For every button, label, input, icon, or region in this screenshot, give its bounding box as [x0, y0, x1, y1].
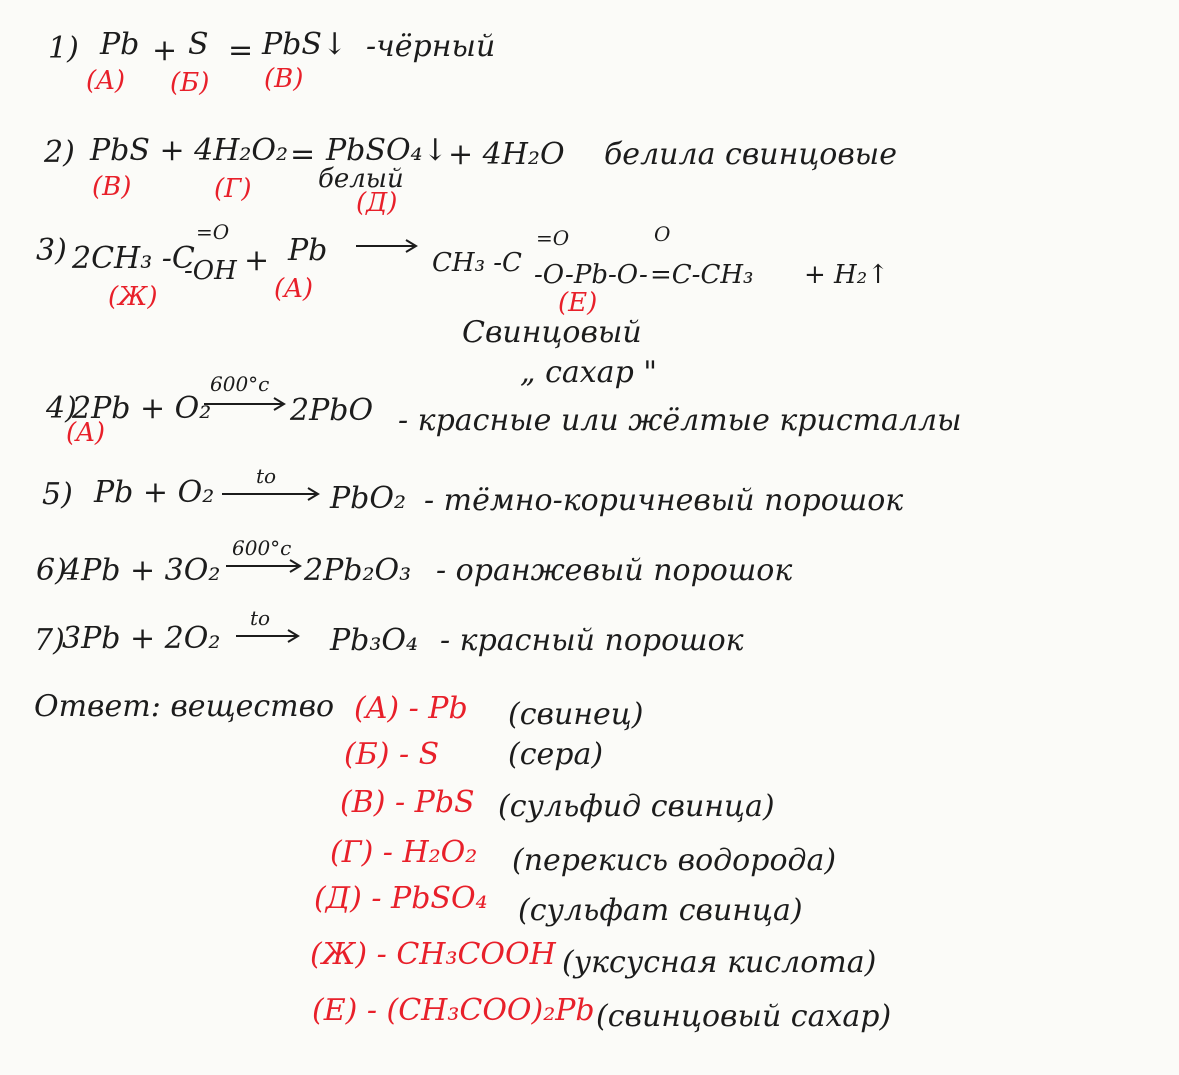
eq2-pbso4: PbSO₄↓	[326, 133, 448, 168]
eq1-plus: +	[152, 33, 178, 68]
answer-code-g: (Г) - H₂O₂	[330, 835, 478, 870]
eq5-note: - тёмно-коричневый порошок	[424, 483, 904, 518]
eq7-note: - красный порошок	[440, 623, 744, 658]
eq3-plus: +	[244, 243, 270, 278]
eq3-number: 3)	[36, 233, 67, 268]
eq3-h2: + H₂↑	[804, 260, 889, 290]
eq1-label-v: (B)	[264, 64, 304, 94]
answer-name-zh: (уксусная кислота)	[562, 945, 877, 980]
eq5-rhs: PbO₂	[330, 481, 407, 516]
eq4-arrow	[204, 394, 286, 414]
eq3-label-zh: (Ж)	[108, 282, 158, 312]
eq6-rhs: 2Pb₂O₃	[304, 553, 412, 588]
eq1-number: 1)	[48, 31, 79, 66]
answer-code-b: (Б) - S	[344, 737, 440, 772]
eq6-arrow	[226, 556, 302, 576]
eq2-lhs: PbS + 4H₂O₂	[90, 133, 289, 168]
eq7-condition: to	[250, 606, 271, 630]
eq2-rhs: + 4H₂O	[448, 137, 565, 172]
eq1-pbs: PbS↓	[262, 27, 348, 62]
answer-code-zh: (Ж) - CH₃COOH	[310, 937, 556, 972]
answer-code-e: (Е) - (CH₃COO)₂Pb	[312, 993, 595, 1028]
eq6-note: - оранжевый порошок	[436, 553, 793, 588]
eq4-lhs: 2Pb + O₂	[72, 391, 212, 426]
eq4-rhs: 2PbO	[290, 393, 374, 428]
answer-name-g: (перекись водорода)	[512, 843, 837, 878]
eq5-condition: to	[256, 464, 277, 488]
eq6-number: 6)	[36, 553, 67, 588]
eq1-equals: =	[228, 33, 254, 68]
answer-heading: Ответ: вещество	[34, 689, 335, 724]
eq3-name-line2: „ сахар "	[520, 355, 658, 390]
eq4-label-a: (A)	[66, 418, 106, 448]
eq3-label-e: (Е)	[558, 288, 598, 318]
eq4-condition: 600°c	[210, 372, 270, 396]
eq3-acid-oh: -OH	[184, 256, 237, 286]
eq3-acid: 2CH₃ -C	[72, 241, 195, 276]
answer-name-b: (сера)	[508, 737, 604, 772]
eq2-sub: белый	[318, 164, 404, 194]
eq3-label-a: (A)	[274, 274, 314, 304]
answer-name-e: (свинцовый сахар)	[596, 999, 892, 1034]
answer-name-d: (сульфат свинца)	[518, 893, 803, 928]
eq5-lhs: Pb + O₂	[94, 475, 215, 510]
eq2-label-v: (B)	[92, 172, 132, 202]
eq2-equals: =	[290, 137, 316, 172]
eq4-note: - красные или жёлтые кристаллы	[398, 403, 962, 438]
answer-code-a: (A) - Pb	[354, 691, 468, 726]
answer-code-d: (Д) - PbSO₄	[314, 881, 488, 916]
eq7-number: 7)	[34, 623, 65, 658]
eq6-condition: 600°c	[232, 536, 292, 560]
eq3-product-oxo: =O	[536, 226, 570, 250]
eq7-rhs: Pb₃O₄	[330, 623, 419, 658]
eq3-acid-oxo: =O	[196, 220, 230, 244]
eq1-label-b: (Б)	[170, 68, 210, 98]
eq3-product-start: CH₃ -C	[432, 248, 522, 278]
eq1-s: S	[188, 27, 209, 62]
eq7-lhs: 3Pb + 2O₂	[62, 621, 221, 656]
answer-name-v: (сульфид свинца)	[498, 789, 775, 824]
answer-name-a: (свинец)	[508, 697, 644, 732]
eq5-number: 5)	[42, 477, 73, 512]
eq5-arrow	[222, 484, 320, 504]
eq3-product-end: =C-CH₃	[650, 260, 754, 290]
eq4-number: 4)	[46, 391, 77, 426]
eq7-arrow	[236, 626, 300, 646]
eq3-product-oxo2: O	[654, 222, 671, 246]
eq3-pb: Pb	[288, 233, 328, 268]
eq3-name-line1: Свинцовый	[462, 315, 642, 350]
eq2-label-d: (Д)	[356, 188, 398, 218]
eq2-label-g: (Г)	[214, 174, 252, 204]
eq2-note: белила свинцовые	[604, 137, 897, 172]
eq2-number: 2)	[44, 135, 75, 170]
eq3-arrow	[356, 236, 420, 256]
eq1-note: -чёрный	[366, 29, 496, 64]
eq1-pb: Pb	[100, 27, 140, 62]
eq3-product-mid: -O-Pb-O-	[534, 260, 648, 290]
eq6-lhs: 4Pb + 3O₂	[62, 553, 221, 588]
answer-code-v: (B) - PbS	[340, 785, 475, 820]
eq1-label-a: (A)	[86, 66, 126, 96]
